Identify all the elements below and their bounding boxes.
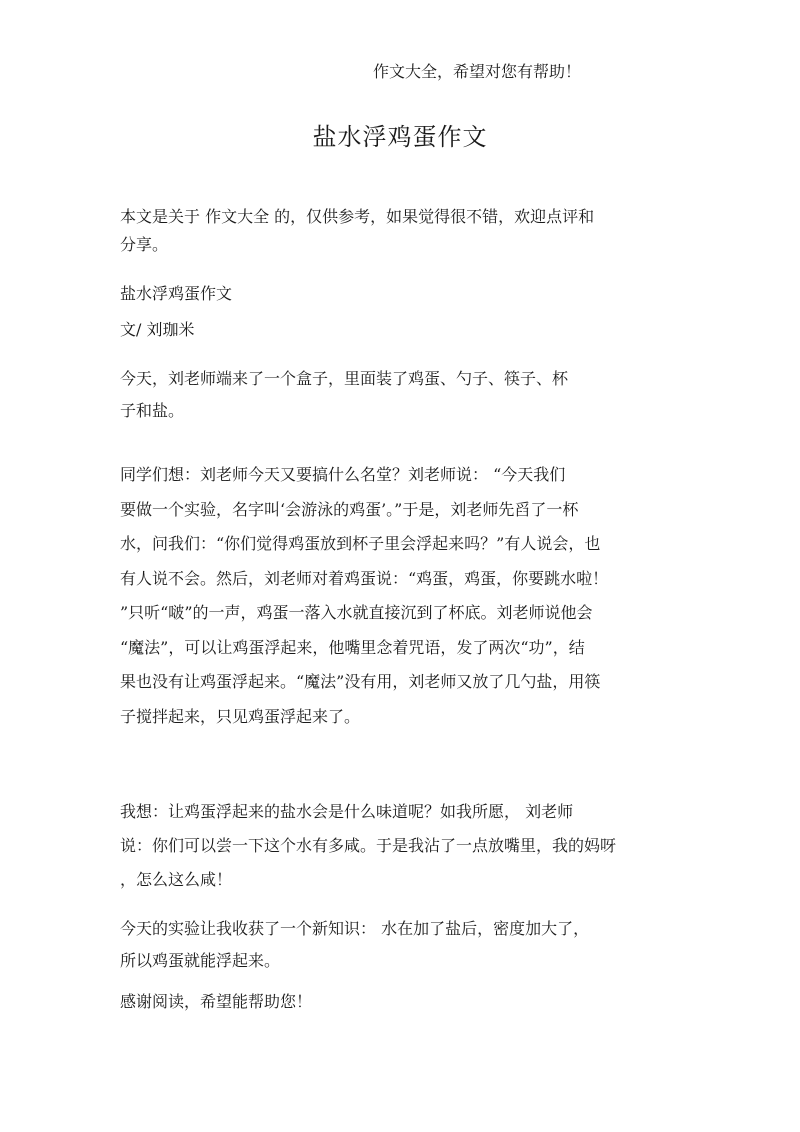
author-byline: 文/ 刘珈米 (120, 320, 195, 339)
body-paragraph-4: 今天的实验让我收获了一个新知识： 水在加了盐后，密度加大了， 所以鸡蛋就能浮起来。 (120, 919, 590, 970)
body-paragraph-3: 我想：让鸡蛋浮起来的盐水会是什么味道呢？如我所愿， 刘老师 说：你们可以尝一下这个水有多咸。于是我沾了一点放嘴里，我的妈呀 ，怎么这么咸！ (120, 802, 617, 889)
body-paragraph-2: 同学们想：刘老师今天又要搞什么名堂？刘老师说： “今天我们 要做一个实验，名字叫‘会游泳的鸡蛋’。”于是，刘老师先舀了一杯 水，问我们：“你们觉得鸡蛋放到杯子里会浮起来吗？”有人说会，也 有人说不会。然后，刘老师对着鸡蛋说：“鸡蛋，鸡蛋，你要跳水啦！ ”只听“啵”的一声，鸡蛋一落入水就直接沉到了杯底。刘老师说他会 “魔法”，可以让鸡蛋浮起来，他嘴里念着咒语，发了两次“功”，结 果也没有让鸡蛋浮起来。“魔法”没有用，刘老师又放了几勺盐，用筷 子搅拌起来，只见鸡蛋浮起来了。 (120, 465, 609, 726)
document-title: 盐水浮鸡蛋作文 (312, 123, 488, 151)
intro-paragraph: 本文是关于 作文大全 的，仅供参考，如果觉得很不错，欢迎点评和 分享。 (120, 207, 595, 254)
body-paragraph-1: 今天，刘老师端来了一个盒子，里面装了鸡蛋、勺子、筷子、杯 子和盐。 (120, 369, 569, 420)
essay-title: 盐水浮鸡蛋作文 (120, 284, 233, 303)
header-note: 作文大全，希望对您有帮助！ (373, 62, 582, 81)
closing-note: 感谢阅读，希望能帮助您！ (120, 992, 313, 1011)
